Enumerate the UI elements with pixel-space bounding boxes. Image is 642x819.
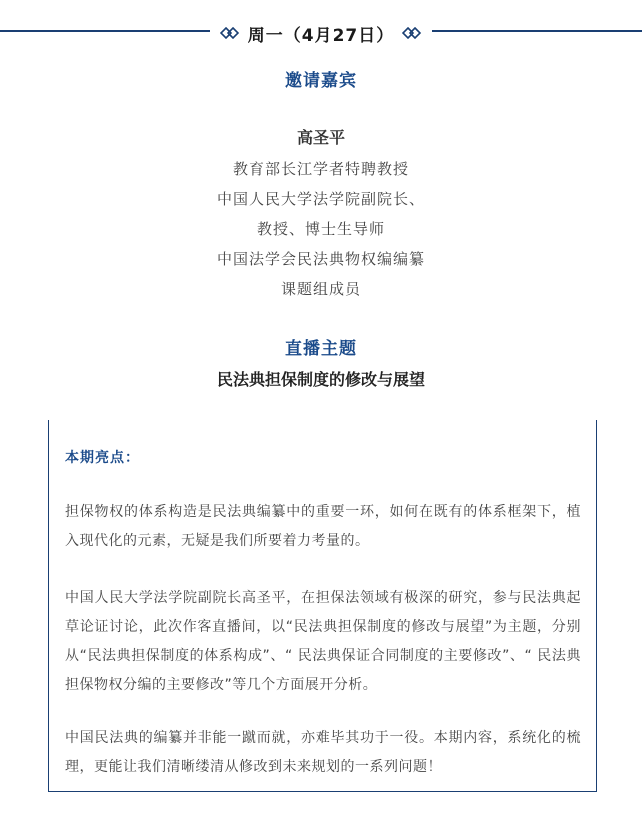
guest-title-line: 教育部长江学者特聘教授 [232,160,409,178]
guest-title-list [0,154,642,304]
date-banner-inner [210,20,433,46]
guest-title-line: 中国人民大学法学院副院长、 [216,190,425,208]
highlights-paragraph: 中国民法典的编纂并非能一蹴而就，亦难毕其功于一役。本期内容，系统化的梳理，更能让我们清晰缕清从修改到未来规划的一系列问题！ [65,730,581,775]
guest-title-line: 教授、博士生导师 [256,220,385,238]
guest-title-line: 中国法学会民法典物权编编纂 [216,250,425,268]
guest-title-line: 课题组成员 [280,280,361,298]
highlights-title: 本期亮点： [65,450,140,466]
date-banner [0,20,642,46]
double-diamond-icon [402,27,422,39]
guest-section-heading: 邀请嘉宾 [285,71,357,91]
topic-section-heading: 直播主题 [285,339,357,359]
highlights-paragraph: 担保物权的体系构造是民法典编纂中的重要一环，如何在既有的体系框架下，植入现代化的元素，无疑是我们所要着力考量的。 [65,504,581,549]
topic-title: 民法典担保制度的修改与展望 [216,370,425,389]
highlights-paragraph: 中国人民大学法学院副院长高圣平，在担保法领域有极深的研究，参与民法典起草论证讨论，此次作客直播间，以“民法典担保制度的修改与展望”为主题，分别从“民法典担保制度的体系构成”、“ 民法典保证合同制度的主要修改”、“ 民法典担保物权分编的主要修改”等几个方面展开分析。 [65,590,581,693]
double-diamond-icon [220,27,240,39]
guest-name: 高圣平 [296,128,345,147]
date-label: 周一（4月27日） [247,25,395,46]
